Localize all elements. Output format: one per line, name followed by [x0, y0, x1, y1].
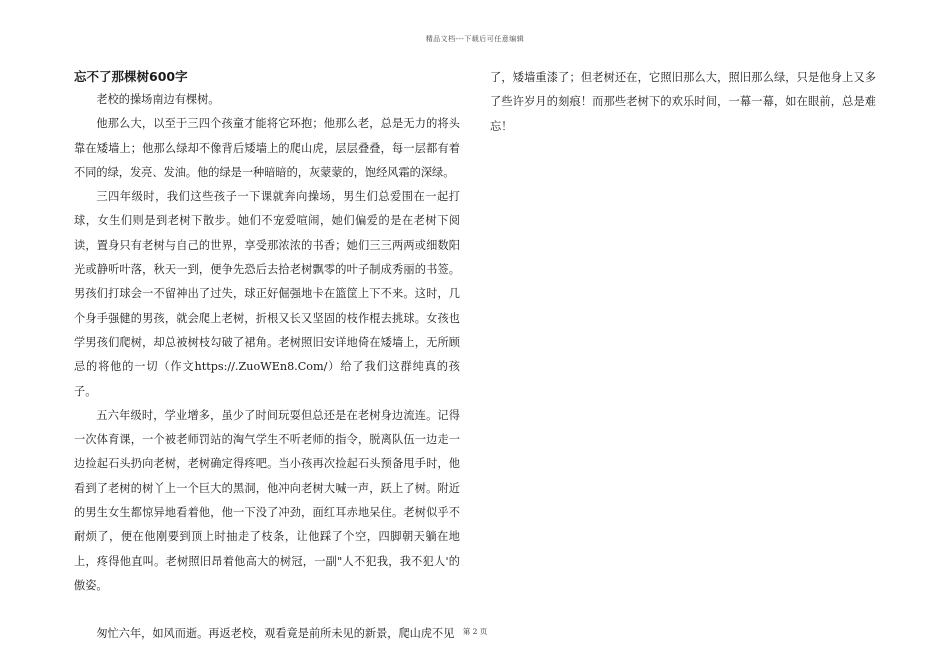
left-text-column: [74, 66, 460, 647]
paragraph-3: 三四年级时，我们这些孩子一下课就奔向操场，男生们总爱围在一起打球，女生们则是到老树下散步。她们不宠爱喧闹，她们偏爱的是在老树下阅读，置身只有老树与自己的世界，享受那浓浓的书香；她们三三两两或细数阳光或静听叶落，秋天一到，便争先恐后去拾老树飘零的叶子制成秀丽的书签。男孩们打球会一不留神出了过失，球正好倔强地卡在篮筐上下不来。这时，几个身手强健的男孩，就会爬上老树，折根又长又坚固的枝作棍去挑球。女孩也学男孩们爬树，却总被树枝勾破了裙角。老树照旧安详地倚在矮墙上，无所顾忌的将他的一切（作文https://.ZuoWEn8.Com/）给了我们这群纯真的孩子。: [74, 190, 460, 398]
paragraph-1: 老校的操场南边有棵树。: [96, 93, 220, 106]
right-text-column: [490, 66, 876, 139]
document-header-note: 精品文档---下载后可任意编辑: [425, 35, 525, 43]
paragraph-4: 五六年级时，学业增多，虽少了时间玩耍但总还是在老树身边流连。记得一次体育课，一个被老师罚站的淘气学生不听老师的指令，脱离队伍一边走一边捡起石头扔向老树，老树确定得疼吧。当小孩再次捡起石头预备甩手时，他看到了老树的树丫上一个巨大的黑洞，他冲向老树大喊一声，跃上了树。附近的男生女生都惊异地看着他，他一下没了冲劲，面红耳赤地呆住。老树似乎不耐烦了，便在他刚要到顶上时抽走了枝条，让他踩了个空，四脚朝天躺在地上，疼得他直叫。老树照旧昂着他高大的树冠，一副"人不犯我，我不犯人'的傲姿。: [74, 408, 460, 592]
page-number: 第 2 页: [462, 627, 488, 636]
paragraph-2: 他那么大，以至于三四个孩童才能将它环抱；他那么老，总是无力的将头靠在矮墙上；他那么绿却不像背后矮墙上的爬山虎，层层叠叠，每一层都有着不同的绿，发亮、发油。他的绿是一种暗暗的，灰蒙蒙的，饱经风霜的深绿。: [74, 117, 460, 179]
paragraph-5: 匆忙六年，如风而逝。再返老校，观看竟是前所未见的新景，爬山虎不见: [96, 627, 455, 641]
document-title: 忘不了那棵树600字: [74, 69, 188, 84]
paragraph-spacer: [74, 598, 460, 622]
paragraph-continued: 了，矮墙重漆了；但老树还在，它照旧那么大，照旧那么绿，只是他身上又多了些许岁月的刻痕！而那些老树下的欢乐时间，一幕一幕，如在眼前，总是难忘！: [490, 71, 876, 133]
